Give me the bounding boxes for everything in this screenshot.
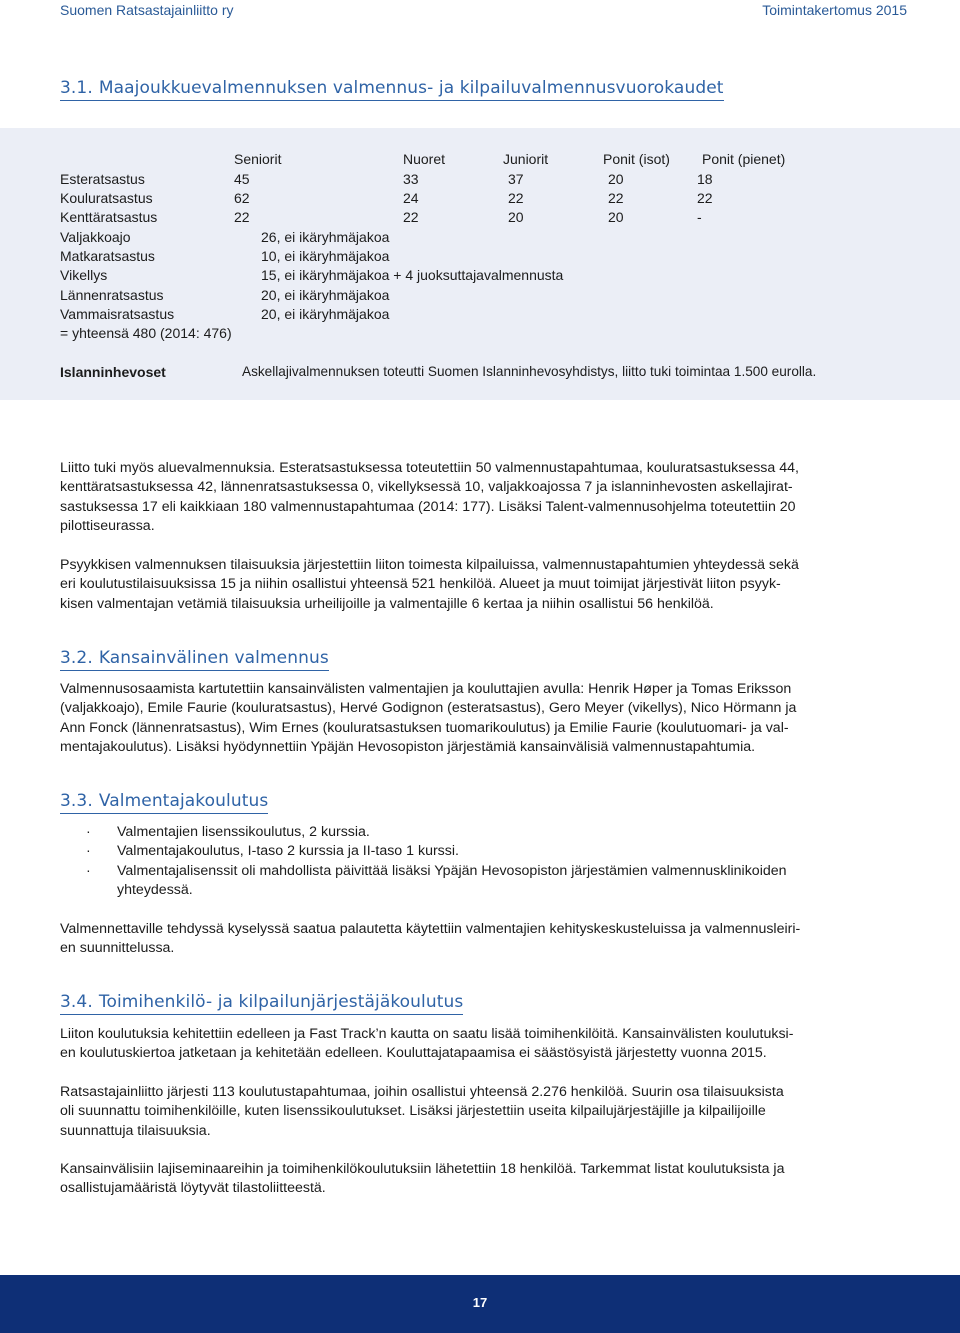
- islanninhevoset-text: Askellajivalmennuksen toteutti Suomen Islanninhevosyhdistys, liitto tuki toimintaa 1.500 eurolla.: [242, 364, 817, 379]
- section-title: Toimihenkilö- ja kilpailunjärjestäjäkoulutus: [98, 992, 464, 1012]
- page-footer: [0, 1275, 960, 1333]
- paragraph-line: kisen valmentajan vetämiä tilaisuuksia urheilijoille ja valmentajille 6 kertaa ja niihin osallistui 56 henkilöä.: [60, 595, 714, 612]
- training-days-table: [0, 128, 960, 400]
- column-header-nuoret: Nuoret: [403, 151, 446, 167]
- table-cell: 22: [234, 209, 250, 225]
- paragraph-line: Liiton koulutuksia kehitettiin edelleen ja Fast Track’n kautta on saatu lisää toimihenkilöitä. Kansainvälisten koulutuksi-: [60, 1026, 794, 1042]
- table-cell: 62: [234, 190, 250, 206]
- list-item-text: Valmentajakoulutus, I-taso 2 kurssia ja II-taso 1 kurssi.: [117, 843, 459, 860]
- table-cell: 20: [608, 171, 624, 187]
- row-label: Vikellys: [60, 267, 108, 283]
- table-cell: 33: [403, 171, 419, 187]
- table-cell: 24: [403, 190, 419, 206]
- paragraph-psyykkinen-valmennus: [60, 556, 905, 614]
- table-cell: 18: [697, 171, 713, 187]
- table-cell: 37: [508, 171, 524, 187]
- paragraph-lajiseminaarit: [60, 1160, 905, 1199]
- paragraph-line: Valmennettaville tehdyssä kyselyssä saatua palautetta käytettiin valmentajien kehityskeskusteluissa ja valmennusleiri-: [60, 921, 801, 937]
- paragraph-line: Psyykkisen valmennuksen tilaisuuksia järjestettiin liiton toimesta kilpailuissa, valmennustapahtumien yhteydessä sekä: [60, 557, 799, 573]
- row-label: Esteratsastus: [60, 171, 145, 187]
- table-cell: 22: [403, 209, 419, 225]
- paragraph-line: eri koulutustilaisuuksissa 15 ja niihin osallistui yhteensä 521 henkilöä. Alueet ja muut toimijat järjestivät liiton psyyk-: [60, 576, 781, 593]
- section-title: Valmentajakoulutus: [98, 791, 269, 811]
- column-header-juniorit: Juniorit: [503, 151, 549, 167]
- list-item: [60, 823, 905, 842]
- paragraph-toimihenkilo: [60, 1025, 905, 1064]
- note-text: 15, ei ikäryhmäjakoa + 4 juoksuttajavalmennusta: [261, 267, 564, 283]
- table-cell: 22: [608, 190, 624, 206]
- bullet-marker: ·: [86, 824, 91, 840]
- section-number: 3.4.: [60, 992, 93, 1012]
- list-item: [60, 842, 905, 861]
- list-item-text: Valmentajien lisenssikoulutus, 2 kurssia.: [117, 824, 370, 840]
- bullet-list: [60, 823, 905, 900]
- paragraph-aluevalmennus: [60, 459, 905, 536]
- list-item-text: Valmentajalisenssit oli mahdollista päivittää lisäksi Ypäjän Hevosopiston järjestämien valmennusklinikoiden: [117, 862, 787, 879]
- note-text: 20, ei ikäryhmäjakoa: [261, 287, 390, 303]
- section-3-3-heading: [60, 791, 268, 814]
- table-cell: 22: [508, 190, 524, 206]
- table-cell: 20: [608, 209, 624, 225]
- list-item-text: yhteydessä.: [117, 881, 193, 898]
- bullet-marker: ·: [86, 843, 91, 860]
- header-organization: Suomen Ratsastajainliitto ry: [60, 2, 234, 18]
- paragraph-line: Kansainvälisiin lajiseminaareihin ja toimihenkilökoulutuksiin lähetettiin 18 henkilöä. Tarkemmat listat koulutuksista ja: [60, 1161, 785, 1177]
- paragraph-line: kenttäratsastuksessa 42, lännenratsastuksessa 0, vikellyksessä 10, valjakkoajossa 7 ja islanninhevosten askellajirat-: [60, 479, 793, 496]
- paragraph-line: Valmennusosaamista kartutettiin kansainvälisten valmentajien ja kouluttajien avulla: Henrik Høper ja Tomas Eriksson: [60, 681, 792, 697]
- column-header-seniorit: Seniorit: [234, 151, 282, 167]
- table-cell: -: [697, 209, 702, 225]
- paragraph-kansainvalinen: [60, 680, 905, 757]
- paragraph-line: mentajakoulutus). Lisäksi hyödynnettiin Ypäjän Hevosopiston järjestämiä kansainvälisiä valmennustapahtumia.: [60, 738, 756, 755]
- section-number: 3.3.: [60, 791, 93, 811]
- column-header-ponit-pienet: Ponit (pienet): [702, 151, 786, 167]
- paragraph-line: (valjakkoajo), Emile Faurie (kouluratsastus), Hervé Godignon (esteratsastus), Gero Meyer (vikellys), Nico Hörmann ja: [60, 700, 797, 717]
- page-header: [0, 0, 960, 24]
- paragraph-line: Ratsastajainliitto järjesti 113 koulutustapahtumaa, joihin osallistui yhteensä 2.276 henkilöä. Suurin osa tilaisuuksista: [60, 1084, 784, 1100]
- bullet-marker: ·: [86, 862, 91, 879]
- header-report-title: Toimintakertomus 2015: [762, 2, 907, 18]
- note-text: 10, ei ikäryhmäjakoa: [261, 248, 390, 264]
- row-label: Lännenratsastus: [60, 287, 164, 303]
- section-3-4-heading: [60, 992, 463, 1015]
- paragraph-line: Liitto tuki myös aluevalmennuksia. Esteratsastuksessa toteutettiin 50 valmennustapahtumaa, kouluratsastuksessa 44,: [60, 460, 799, 476]
- total-line: = yhteensä 480 (2014: 476): [60, 325, 232, 341]
- paragraph-line: suunnattuja tilaisuuksia.: [60, 1122, 211, 1139]
- table-cell: 20: [508, 209, 524, 225]
- paragraph-koulutustapahtumat: [60, 1083, 905, 1141]
- row-label: Matkaratsastus: [60, 248, 155, 264]
- row-label: Kouluratsastus: [60, 190, 153, 206]
- note-text: 20, ei ikäryhmäjakoa: [261, 306, 390, 322]
- paragraph-line: osallistujamääristä löytyvät tilastoliitteestä.: [60, 1180, 326, 1197]
- section-title: Maajoukkuevalmennuksen valmennus- ja kilpailuvalmennusvuorokaudet: [98, 78, 724, 98]
- paragraph-line: en koulutuskiertoa jatketaan ja kehitetään edelleen. Kouluttajatapaamisa ei säästösyistä järjestetty vuonna 2015.: [60, 1045, 767, 1062]
- note-text: 26, ei ikäryhmäjakoa: [261, 229, 390, 245]
- islanninhevoset-label: Islanninhevoset: [60, 364, 166, 380]
- section-3-1-heading: [60, 78, 724, 101]
- section-number: 3.2.: [60, 648, 93, 668]
- table-cell: 22: [697, 190, 713, 206]
- row-label: Kenttäratsastus: [60, 209, 158, 225]
- table-cell: 45: [234, 171, 250, 187]
- section-3-2-heading: [60, 648, 329, 671]
- list-item: [60, 862, 905, 901]
- paragraph-line: sastuksessa 17 eli kaikkiaan 180 valmennustapahtumaa (2014: 177). Lisäksi Talent-valmennusohjelma toteutettiin 20: [60, 498, 796, 515]
- paragraph-line: en suunnittelussa.: [60, 940, 175, 957]
- row-label: Vammaisratsastus: [60, 306, 175, 322]
- paragraph-line: oli suunnattu toimihenkilöille, kuten lisenssikoulutukset. Lisäksi järjestettiin useita kilpailujärjestäjille ja kilpailijoille: [60, 1103, 766, 1120]
- section-title: Kansainvälinen valmennus: [98, 648, 329, 668]
- section-number: 3.1.: [60, 78, 93, 98]
- paragraph-line: Ann Fonck (lännenratsastus), Wim Ernes (kouluratsastuksen tuomarikoulutus) ja Emilie Faurie (koulutuomari- ja val-: [60, 719, 789, 736]
- column-header-ponit-isot: Ponit (isot): [603, 151, 670, 167]
- page-number: 17: [472, 1295, 488, 1310]
- paragraph-kysely: [60, 920, 905, 959]
- paragraph-line: pilottiseurassa.: [60, 517, 155, 534]
- row-label: Valjakkoajo: [60, 229, 131, 245]
